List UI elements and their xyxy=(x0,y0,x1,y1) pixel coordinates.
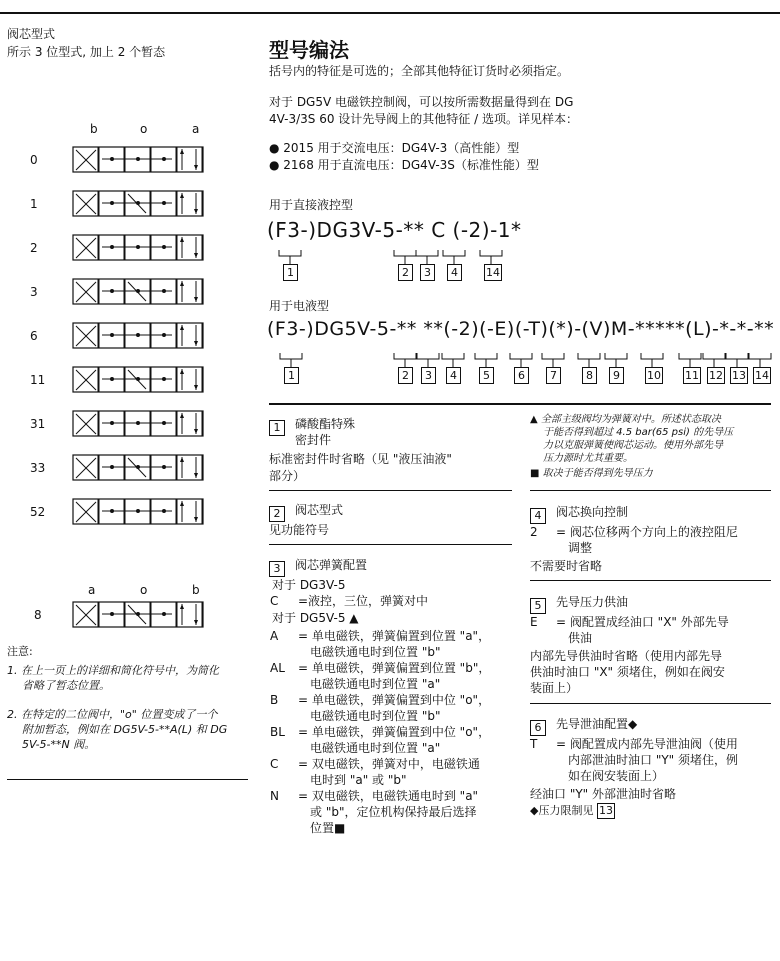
code-position-box: 1 xyxy=(283,264,298,281)
spool-type-label: 0 xyxy=(30,153,38,167)
code-position-box: 1 xyxy=(284,367,299,384)
code-position-box: 14 xyxy=(755,369,769,382)
note-2: 2. 在特定的二位阀中，"o" 位置变成了一个 xyxy=(7,708,218,721)
spool-envelope xyxy=(177,191,202,216)
section-3-header xyxy=(269,557,285,577)
spool-envelope xyxy=(177,411,202,436)
spool-section-subtitle: 所示 3 位型式, 加上 2 个暂态 xyxy=(7,45,166,59)
section-3-for-dg3v: 对于 DG3V-5 xyxy=(272,578,346,592)
section-4-title: 阀芯换向控制 xyxy=(556,505,629,519)
note-1: 1. 在上一页上的详细和简化符号中，为简化 xyxy=(7,664,219,677)
section-2-rule xyxy=(269,544,512,545)
code-position-box: 5 xyxy=(479,367,494,384)
spool-spring-option-desc: = 单电磁铁，弹簧偏置到中位 "o"， xyxy=(298,693,491,707)
model-code-title: 型号编法 xyxy=(269,38,349,62)
spool-envelope xyxy=(177,323,202,348)
spool-spring-option-key: A xyxy=(270,629,279,643)
section-5-title: 先导压力供油 xyxy=(556,595,629,609)
spool-envelope xyxy=(177,602,202,627)
section-1-header xyxy=(269,416,285,436)
code-position-box: 2 xyxy=(398,367,413,384)
spool-symbol xyxy=(72,277,217,307)
section-6-key: T xyxy=(530,737,538,751)
position-label-8-o: o xyxy=(140,583,148,597)
spool-spring-option-desc-cont: 电磁铁通电时到位置 "b" xyxy=(310,645,441,659)
spool-spring-option-desc-cont: 电磁铁通电时到位置 "a" xyxy=(310,741,441,755)
spool-spring-option-desc: = 单电磁铁，弹簧偏置到中位 "o"， xyxy=(298,725,491,739)
section-4-value-cont: 调整 xyxy=(568,541,593,555)
top-rule xyxy=(0,12,780,14)
square-note: ■ 取决于能否得到先导压力 xyxy=(530,468,653,479)
spool-type-label: 6 xyxy=(30,329,38,343)
code-position-box: 4 xyxy=(446,367,461,384)
electro-type-title: 用于电液型 xyxy=(269,299,330,313)
section-4-number: 4 xyxy=(530,508,546,524)
section-2-title: 阀芯型式 xyxy=(295,503,344,517)
section-1-rule xyxy=(269,490,512,491)
spool-symbol xyxy=(72,453,217,483)
spool-type-label: 3 xyxy=(30,285,38,299)
section-6-body-1: 经油口 "Y" 外部泄油时省略 xyxy=(530,787,676,801)
section-5-value-cont: 供油 xyxy=(568,631,593,645)
section-6-body-2-text: ◆压力限制见 xyxy=(530,804,594,817)
position-label-o: o xyxy=(140,122,148,136)
section-3-title: 阀芯弹簧配置 xyxy=(295,558,368,572)
section-3-c-value: =液控，三位，弹簧对中 xyxy=(298,594,429,608)
section-5-body-1: 内部先导供油时省略（使用内部先导 xyxy=(530,649,723,663)
section-5-key: E xyxy=(530,615,538,629)
section-6-title: 先导泄油配置◆ xyxy=(556,717,638,731)
spool-spring-option-key: AL xyxy=(270,661,285,675)
section-6-ref-box: 13 xyxy=(598,804,613,817)
code-position-box: 8 xyxy=(582,367,597,384)
para-1: 对于 DG5V 电磁铁控制阀，可以按所需数据量得到在 DG xyxy=(269,95,574,109)
spool-type-label: 11 xyxy=(30,373,46,387)
section-1-body: 标准密封件时省略（见 "液压油液" xyxy=(269,452,452,466)
spool-type-label: 33 xyxy=(30,461,46,475)
catalog-bullet-1: ● 2015 用于交流电压：DG4V-3（高性能）型 xyxy=(269,141,520,155)
spool-symbol xyxy=(72,409,217,439)
section-5-number: 5 xyxy=(530,598,546,614)
code-position-box: 9 xyxy=(609,367,624,384)
position-label-b: b xyxy=(90,122,98,136)
section-1-number: 1 xyxy=(269,420,285,436)
spool-section-title: 阀芯型式 xyxy=(7,27,56,41)
spool-symbol xyxy=(72,233,217,263)
spool-type-label-8: 8 xyxy=(34,608,42,622)
section-4-rule xyxy=(530,580,771,581)
section-6-body-2 xyxy=(530,803,615,819)
spool-symbol xyxy=(72,321,217,351)
code-position-box: 10 xyxy=(647,369,661,382)
spool-spring-option-key: BL xyxy=(270,725,285,739)
notes-title: 注意: xyxy=(7,645,33,658)
spool-spring-option-desc: = 单电磁铁，弹簧偏置到位置 "a"， xyxy=(298,629,491,643)
section-3-n-line2: 或 "b"，定位机构保持最后选择 xyxy=(310,805,477,819)
spool-spring-option-desc: = 双电磁铁，弹簧对中，电磁铁通 xyxy=(298,757,480,771)
spool-envelope xyxy=(177,235,202,260)
section-6-header xyxy=(530,716,546,736)
spool-spring-option-desc: = 单电磁铁，弹簧偏置到位置 "b"， xyxy=(298,661,491,675)
section-3-n-key: N xyxy=(270,789,279,803)
spool-type-label: 1 xyxy=(30,197,38,211)
section-3-number: 3 xyxy=(269,561,285,577)
model-code-intro: 括号内的特征是可选的；全部其他特征订货时必须指定。 xyxy=(269,64,570,78)
note-2-cont2: 5V-5-**N 阀。 xyxy=(22,738,96,751)
code-position-box: 4 xyxy=(447,264,462,281)
position-label-a: a xyxy=(192,122,200,136)
section-rule xyxy=(269,403,771,405)
spool-spring-option-key: C xyxy=(270,757,279,771)
section-2-body: 见功能符号 xyxy=(269,523,330,537)
triangle-note-2: 于能否得到超过 4.5 bar(65 psi) 的先导压 xyxy=(543,427,734,438)
spool-type-label: 31 xyxy=(30,417,46,431)
triangle-note-3: 力以克服弹簧使阀芯运动。使用外部先导 xyxy=(543,440,723,451)
spool-symbol-8 xyxy=(72,600,217,630)
section-5-header xyxy=(530,594,546,614)
section-2-number: 2 xyxy=(269,506,285,522)
code-position-box: 2 xyxy=(398,264,413,281)
section-4-value: = 阀芯位移两个方向上的液控阻尼 xyxy=(556,525,738,539)
section-5-value: = 阀配置成经油口 "X" 外部先导 xyxy=(556,615,729,629)
direct-type-title: 用于直接液控型 xyxy=(269,198,354,212)
code-position-box: 3 xyxy=(421,367,436,384)
spool-envelope xyxy=(177,499,202,524)
section-1-body-cont: 部分） xyxy=(269,469,306,483)
section-2-header xyxy=(269,502,285,522)
section-1-title: 磷酸酯特殊 xyxy=(295,417,356,431)
spool-envelope xyxy=(177,367,202,392)
triangle-note-4: 压力源时尤其重要。 xyxy=(543,453,633,464)
section-3-n-line3: 位置■ xyxy=(310,821,346,835)
spool-type-label: 2 xyxy=(30,241,38,255)
note-2-cont: 附加暂态，例如在 DG5V-5-**A(L) 和 DG xyxy=(22,723,228,736)
electro-model-code: (F3-)DG5V-5-** **(-2)(-E)(-T)(*)-(V)M-*****(L)-*-*-** xyxy=(267,318,775,340)
spool-spring-option-desc-cont: 电磁铁通电时到位置 "b" xyxy=(310,709,441,723)
section-3-n-line1: = 双电磁铁，电磁铁通电时到 "a" xyxy=(298,789,479,803)
section-4-header xyxy=(530,504,546,524)
section-4-key: 2 xyxy=(530,525,538,539)
spool-spring-option-desc-cont: 电时到 "a" 或 "b" xyxy=(310,773,407,787)
spool-symbol xyxy=(72,365,217,395)
section-3-c-key: C xyxy=(270,594,279,608)
section-6-value: = 阀配置成内部先导泄油阀（使用 xyxy=(556,737,738,751)
code-position-box: 6 xyxy=(514,367,529,384)
para-1-cont: 4V-3/3S 60 设计先导阀上的其他特征 / 选项。详见样本： xyxy=(269,112,578,126)
code-position-box: 3 xyxy=(420,264,435,281)
section-1-title-cont: 密封件 xyxy=(295,433,332,447)
code-position-box: 7 xyxy=(546,367,561,384)
notes-rule xyxy=(7,779,248,780)
spool-envelope xyxy=(177,147,202,172)
spool-symbol xyxy=(72,189,217,219)
section-5-body-2: 供油时油口 "X" 须堵住，例如在阀安 xyxy=(530,665,725,679)
code-position-box: 14 xyxy=(486,266,500,279)
section-4-body: 不需要时省略 xyxy=(530,559,603,573)
spool-type-label: 52 xyxy=(30,505,46,519)
section-5-body-3: 装面上） xyxy=(530,681,579,695)
code-position-box: 12 xyxy=(709,369,723,382)
direct-model-code: (F3-)DG3V-5-** C (-2)-1* xyxy=(267,218,522,242)
section-3-for-dg5v: 对于 DG5V-5 ▲ xyxy=(272,611,359,625)
position-label-8-a: a xyxy=(88,583,96,597)
code-position-box: 11 xyxy=(685,369,699,382)
spool-spring-option-key: B xyxy=(270,693,279,707)
section-6-value-cont: 内部泄油时油口 "Y" 须堵住，例 xyxy=(568,753,738,767)
spool-spring-option-desc-cont: 电磁铁通电时到位置 "a" xyxy=(310,677,441,691)
section-6-value-cont2: 如在阀安装面上） xyxy=(568,769,665,783)
catalog-bullet-2: ● 2168 用于直流电压：DG4V-3S（标准性能）型 xyxy=(269,158,539,172)
code-position-box: 13 xyxy=(732,369,746,382)
spool-symbol xyxy=(72,145,217,175)
notes-right-rule xyxy=(530,490,771,491)
spool-envelope xyxy=(177,455,202,480)
note-1-cont: 省略了暂态位置。 xyxy=(22,679,110,692)
position-label-8-b: b xyxy=(192,583,200,597)
section-5-rule xyxy=(530,703,771,704)
section-6-number: 6 xyxy=(530,720,546,736)
spool-envelope xyxy=(177,279,202,304)
spool-symbol xyxy=(72,497,217,527)
triangle-note-1: ▲ 全部主级阀均为弹簧对中。所述状态取决 xyxy=(530,414,721,425)
